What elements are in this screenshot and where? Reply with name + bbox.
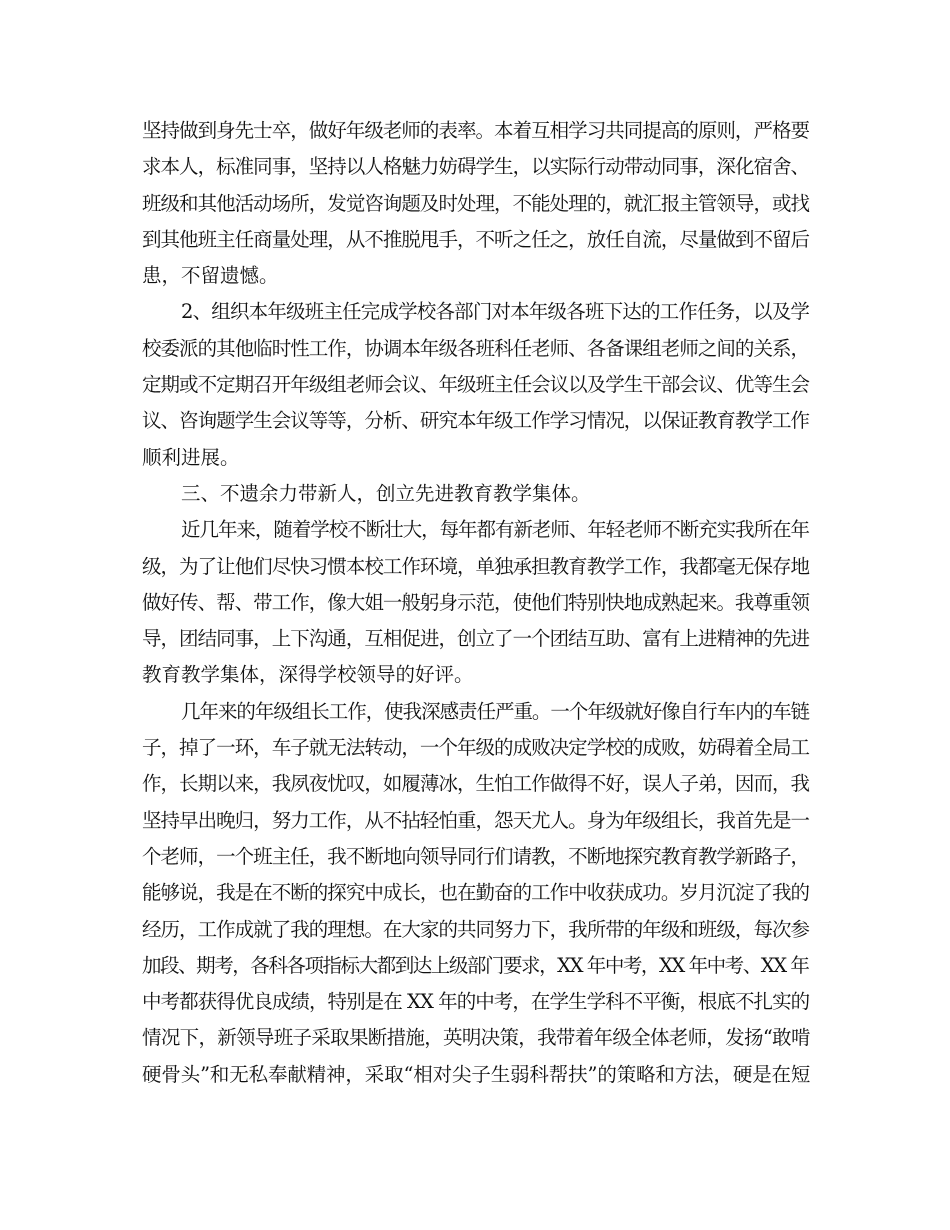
text-line: 议、咨询题学生会议等等，分析、研究本年级工作学习情况，以保证教育教学工作	[142, 409, 810, 433]
text-line: 顺利进展。	[142, 445, 240, 469]
text-line: 教育教学集体，深得学校领导的好评。	[142, 663, 474, 687]
text-line: 做好传、帮、带工作，像大姐一般躬身示范，使他们特别快地成熟起来。我尊重领	[142, 590, 810, 614]
text-line: 情况下，新领导班子采取果断措施，英明决策，我带着年级全体老师，发扬“敢啃	[142, 1026, 810, 1050]
text-line: 作，长期以来，我夙夜忧叹，如履薄冰，生怕工作做得不好，误人子弟，因而，我	[142, 772, 810, 796]
text-line: 经历，工作成就了我的理想。在大家的共同努力下，我所带的年级和班级，每次参	[142, 917, 810, 941]
text-line: 个老师，一个班主任，我不断地向领导同行们请教，不断地探究教育教学新路子，	[142, 844, 810, 868]
text-line: 求本人，标准同事，坚持以人格魅力妨碍学生，以实际行动带动同事，深化宿舍、	[142, 155, 810, 179]
text-line: 校委派的其他临时性工作，协调本年级各班科任老师、各备课组老师之间的关系，	[142, 336, 810, 360]
text-line: 中考都获得优良成绩，特别是在 XX 年的中考，在学生学科不平衡，根底不扎实的	[142, 990, 810, 1014]
text-line: 坚持早出晚归，努力工作，从不拈轻怕重，怨天尤人。身为年级组长，我首先是一	[142, 808, 810, 832]
text-line: 导，团结同事，上下沟通，互相促进，创立了一个团结互助、富有上进精神的先进	[142, 627, 810, 651]
document-body	[142, 113, 810, 1093]
text-line: 级，为了让他们尽快习惯本校工作环境，单独承担教育教学工作，我都毫无保存地	[142, 554, 810, 578]
text-line: 硬骨头”和无私奉献精神，采取“相对尖子生弱科帮扶”的策略和方法，硬是在短	[142, 1062, 811, 1086]
text-line: 2、组织本年级班主任完成学校各部门对本年级各班下达的工作任务，以及学	[181, 300, 810, 324]
text-line: 坚持做到身先士卒，做好年级老师的表率。本着互相学习共同提高的原则，严格要	[142, 119, 810, 142]
text-line: 定期或不定期召开年级组老师会议、年级班主任会议以及学生干部会议、优等生会	[142, 373, 810, 397]
text-line: 几年来的年级组长工作，使我深感责任严重。一个年级就好像自行车内的车链	[181, 699, 809, 723]
text-line: 近几年来，随着学校不断壮大，每年都有新老师、年轻老师不断充实我所在年	[181, 518, 809, 542]
text-line: 加段、期考，各科各项指标大都到达上级部门要求，XX 年中考，XX 年中考、XX 年	[142, 953, 809, 977]
text-line: 班级和其他活动场所，发觉咨询题及时处理，不能处理的，就汇报主管领导，或找	[142, 191, 810, 215]
text-line: 子，掉了一环，车子就无法转动，一个年级的成败决定学校的成败，妨碍着全局工	[142, 736, 810, 760]
text-line: 到其他班主任商量处理，从不推脱甩手，不听之任之，放任自流，尽量做到不留后	[142, 227, 810, 251]
text-line: 能够说，我是在不断的探究中成长，也在勤奋的工作中收获成功。岁月沉淀了我的	[142, 881, 810, 905]
text-line: 三、不遗余力带新人，创立先进教育教学集体。	[181, 481, 591, 505]
text-line: 患，不留遗憾。	[142, 264, 279, 288]
